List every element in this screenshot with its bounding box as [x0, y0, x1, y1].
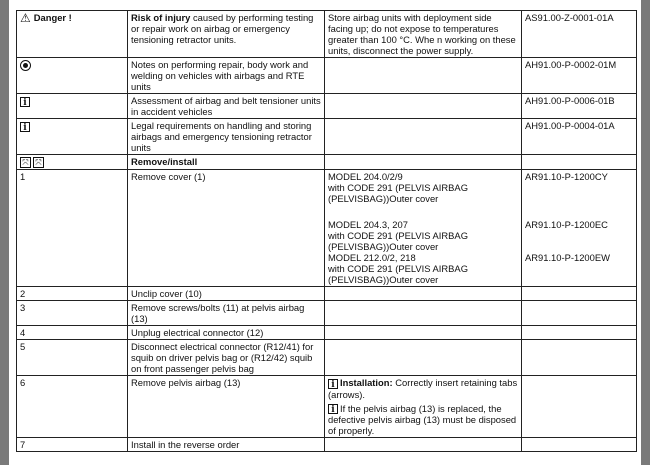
table-row-step-6: [17, 376, 637, 438]
info-icon: i: [328, 404, 338, 414]
step-desc: Unplug electrical connector (12): [128, 326, 325, 340]
repair-instructions-table: [16, 10, 637, 452]
legal-code: AH91.00-P-0004-01A: [522, 119, 637, 155]
installation-text: Correctly insert retaining tabs (arrows).: [328, 377, 518, 400]
table-row-step-4: [17, 326, 637, 340]
circle-dot-icon: [20, 60, 31, 71]
notes-repair-desc: Notes on performing repair, body work and welding on vehicles with airbags and RTE units: [128, 58, 325, 94]
document-page: [9, 0, 641, 465]
table-row-assessment: [17, 94, 637, 119]
model-codes: [522, 170, 637, 287]
model-code: AR91.10-P-1200EW: [525, 252, 610, 264]
table-row-step-2: [17, 287, 637, 301]
model-list: [325, 170, 522, 287]
step-desc: Unclip cover (10): [128, 287, 325, 301]
table-row-remove-install: [17, 155, 637, 170]
model-entry: MODEL 204.3, 207 with CODE 291 (PELVIS AIRBAG (PELVISBAG))Outer cover: [328, 219, 468, 253]
step-number: 7: [17, 438, 128, 452]
warning-triangle-icon: ⚠: [20, 11, 31, 26]
step-desc: Install in the reverse order: [128, 438, 325, 452]
step-number: 2: [17, 287, 128, 301]
table-row-step-7: [17, 438, 637, 452]
danger-cell: [17, 11, 128, 58]
legal-desc: Legal requirements on handling and storing airbags and emergency tensioning retractor units: [128, 119, 325, 155]
table-row-legal: [17, 119, 637, 155]
disposal-note: If the pelvis airbag (13) is replaced, the defective pelvis airbag (13) must be disposed of properly.: [328, 402, 517, 437]
step-number: 3: [17, 301, 128, 326]
table-row-step-1: [17, 170, 637, 287]
model-entry: MODEL 212.0/2, 218 with CODE 291 (PELVIS AIRBAG (PELVISBAG))Outer cover: [328, 252, 468, 286]
danger-label: Danger !: [33, 12, 72, 23]
notes-repair-code: AH91.00-P-0002-01M: [522, 58, 637, 94]
table-row-step-5: [17, 340, 637, 376]
danger-code: AS91.00-Z-0001-01A: [522, 11, 637, 58]
info-icon: i: [20, 122, 30, 132]
info-icon: i: [20, 97, 30, 107]
table-row-notes-repair: [17, 58, 637, 94]
remove-install-icon: ⤧: [20, 157, 31, 168]
step-number: 1: [17, 170, 128, 287]
step-desc: Remove screws/bolts (11) at pelvis airbag (13): [128, 301, 325, 326]
step-number: 5: [17, 340, 128, 376]
model-code: AR91.10-P-1200EC: [525, 219, 608, 231]
risk-desc: caused by performing testing or repair work on airbag or emergency tensioning retractor units.: [131, 12, 314, 45]
model-code: AR91.10-P-1200CY: [525, 171, 608, 183]
table-row-step-3: [17, 301, 637, 326]
installation-label: Installation:: [340, 377, 393, 389]
remove-install-icon: ⤧: [33, 157, 44, 168]
remove-install-title: Remove/install: [128, 155, 325, 170]
step-desc: Disconnect electrical connector (R12/41) for squib on driver pelvis bag or (R12/42) squib on front passenger pelvis bag: [128, 340, 325, 376]
risk-title: Risk of injury: [131, 12, 191, 23]
table-row-danger: [17, 11, 637, 58]
model-entry: MODEL 204.0/2/9 with CODE 291 (PELVIS AIRBAG (PELVISBAG))Outer cover: [328, 171, 468, 205]
risk-cell: [128, 11, 325, 58]
assessment-desc: Assessment of airbag and belt tensioner units in accident vehicles: [128, 94, 325, 119]
step-desc: Remove cover (1): [128, 170, 325, 287]
info-icon: i: [328, 379, 338, 389]
installation-note: [325, 376, 522, 438]
assessment-code: AH91.00-P-0006-01B: [522, 94, 637, 119]
step-number: 4: [17, 326, 128, 340]
danger-note: Store airbag units with deployment side facing up; do not expose to temperatures greater than 100 °C. Whe n working on these units, disconnect the power supply.: [325, 11, 522, 58]
step-desc: Remove pelvis airbag (13): [128, 376, 325, 438]
step-number: 6: [17, 376, 128, 438]
